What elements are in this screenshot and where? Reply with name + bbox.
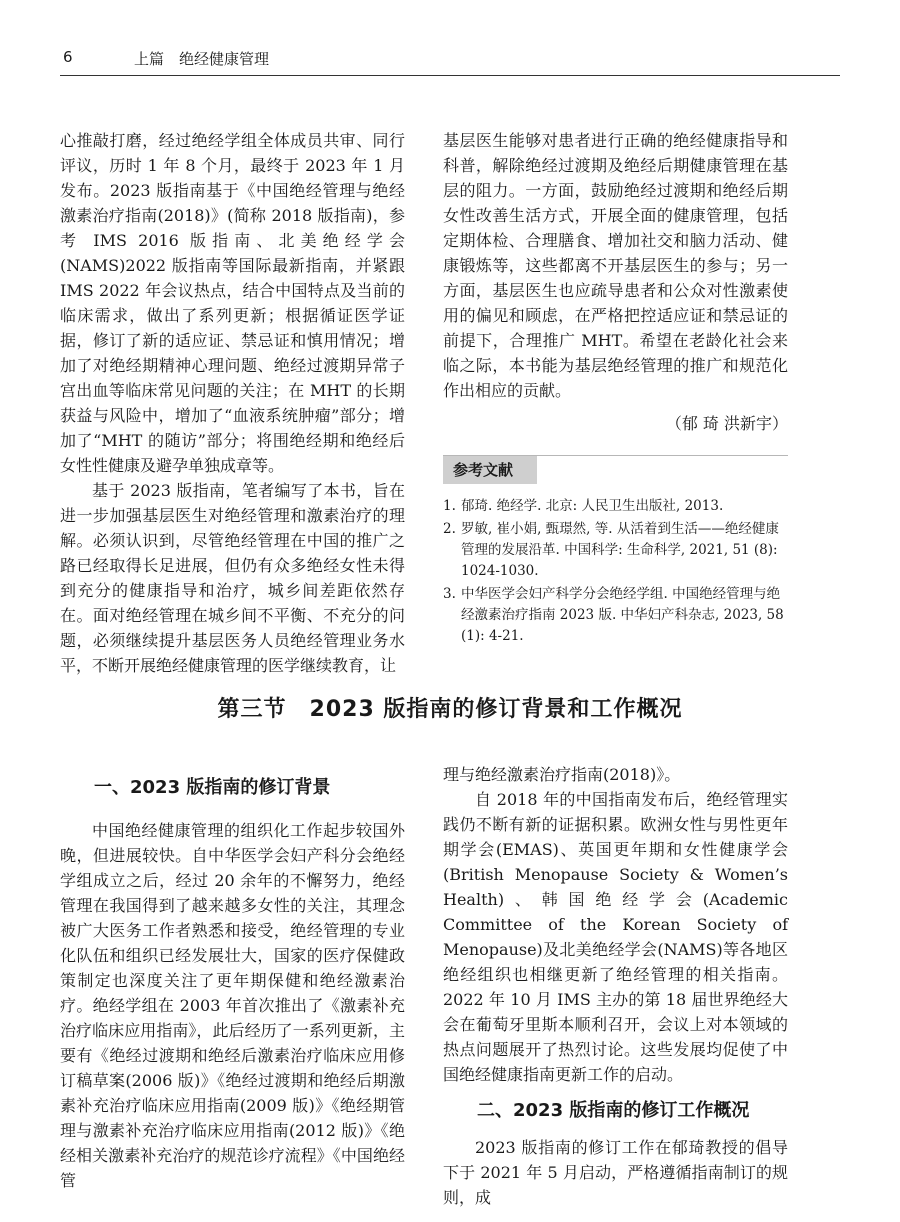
reference-item [443, 584, 788, 647]
body-paragraph: 自 2018 年的中国指南发布后，绝经管理实践仍不断有新的证据积累。欧洲女性与男性更年期学会(EMAS)、英国更年期和女性健康学会(British Menopause Society & Women’s Health)、韩国绝经学会(Academic Committee of the Korean Society of Menopause)及北美绝经学会(NAMS)等各地区绝经组织也相继更新了绝经管理的相关指南。2022 年 10 月 IMS 主办的第 18 届世界绝经大会在葡萄牙里斯本顺利召开，会议上对本领域的热点问题展开了热烈讨论。这些发展均促使了中国绝经健康指南更新工作的启动。 [443, 790, 788, 1084]
reference-number: 1. [443, 498, 456, 514]
body-paragraph: 心推敲打磨，经过绝经学组全体成员共审、同行评议，历时 1 年 8 个月，最终于 2023 年 1 月发布。2023 版指南基于《中国绝经管理与绝经激素治疗指南(2018)》(简称 2018 版指南)，参考 IMS 2016 版指南、北美绝经学会(NAMS)2022 版指南等国际最新指南，并紧跟 IMS 2022 年会议热点，结合中国特点及当前的临床需求，做出了系列更新；根据循证医学证据，修订了新的适应证、禁忌证和慎用情况；增加了对绝经期精神心理问题、绝经过渡期异常子宫出血等临床常见问题的关注；在 MHT 的长期获益与风险中，增加了“血液系统肿瘤”部分；增加了“MHT 的随访”部分；将围绝经期和绝经后女性性健康及避孕单独成章等。 [60, 131, 405, 475]
references-section [443, 455, 788, 649]
reference-item [443, 519, 788, 582]
body-paragraph: 基层医生能够对患者进行正确的绝经健康指导和科普，解除绝经过渡期及绝经后期健康管理在基层的阻力。一方面，鼓励绝经过渡期和绝经后期女性改善生活方式，开展全面的健康管理，包括定期体检、合理膳食、增加社交和脑力活动、健康锻炼等，这些都离不开基层医生的参与；另一方面，基层医生也应疏导患者和公众对性激素使用的偏见和顾虑，在严格把控适应证和禁忌证的前提下，合理推广 MHT。希望在老龄化社会来临之际，本书能为基层绝经管理的推广和规范化作出相应的贡献。 [443, 131, 788, 400]
reference-text: 郁琦. 绝经学. 北京: 人民卫生出版社, 2013. [461, 498, 724, 514]
reference-item [443, 496, 788, 517]
left-column-top [60, 128, 405, 678]
running-title: 上篇 绝经健康管理 [134, 50, 270, 68]
page-number: 6 [63, 48, 73, 66]
references-title-bar [443, 455, 788, 484]
body-paragraph: 中国绝经健康管理的组织化工作起步较国外晚，但进展较快。自中华医学会妇产科分会绝经学组成立之后，经过 20 余年的不懈努力，绝经管理在我国得到了越来越多女性的关注，其理念被广大医务工作者熟悉和接受，绝经管理的专业化队伍和组织已经发展壮大，国家的医疗保健政策制定也深度关注了更年期保健和绝经激素治疗。绝经学组在 2003 年首次推出了《激素补充治疗临床应用指南》，此后经历了一系列更新，主要有《绝经过渡期和绝经后激素治疗临床应用修订稿草案(2006 版)》《绝经过渡期和绝经后期激素补充治疗临床应用指南(2009 版)》《绝经期管理与激素补充治疗临床应用指南(2012 版)》《绝经相关激素补充治疗的规范诊疗流程》《中国绝经管 [60, 821, 405, 1190]
references-title: 参考文献 [443, 456, 537, 484]
reference-number: 3. [443, 586, 456, 602]
right-column-top [443, 128, 788, 436]
left-column-bottom [60, 774, 405, 1193]
subsection-heading: 一、2023 版指南的修订背景 [94, 777, 331, 798]
author-signature: （郁 琦 洪新宇） [665, 414, 788, 433]
reference-number: 2. [443, 521, 456, 537]
body-paragraph: 2023 版指南的修订工作在郁琦教授的倡导下于 2021 年 5 月启动，严格遵循指南制订的规则，成 [443, 1138, 788, 1207]
reference-text: 罗敏, 崔小娟, 甄璟然, 等. 从活着到生活——绝经健康管理的发展沿革. 中国科学: 生命科学, 2021, 51 (8): 1024-1030. [461, 521, 779, 579]
reference-text: 中华医学会妇产科学分会绝经学组. 中国绝经管理与绝经激素治疗指南 2023 版. 中华妇产科杂志, 2023, 58 (1): 4-21. [461, 586, 784, 644]
body-paragraph: 基于 2023 版指南，笔者编写了本书，旨在进一步加强基层医生对绝经管理和激素治疗的理解。必须认识到，尽管绝经管理在中国的推广之路已经取得长足进展，但仍有众多绝经女性未得到充分的健康指导和治疗，城乡间差距依然存在。面对绝经管理在城乡间不平衡、不充分的问题，必须继续提升基层医务人员绝经管理业务水平，不断开展绝经健康管理的医学继续教育，让 [60, 481, 405, 675]
references-list [443, 496, 788, 647]
right-column-bottom [443, 762, 788, 1210]
section-title: 第三节 2023 版指南的修订背景和工作概况 [217, 697, 683, 722]
body-paragraph: 理与绝经激素治疗指南(2018)》。 [443, 765, 681, 784]
header-rule [60, 75, 840, 76]
page-header [0, 0, 900, 80]
subsection-heading: 二、2023 版指南的修订工作概况 [477, 1100, 750, 1121]
